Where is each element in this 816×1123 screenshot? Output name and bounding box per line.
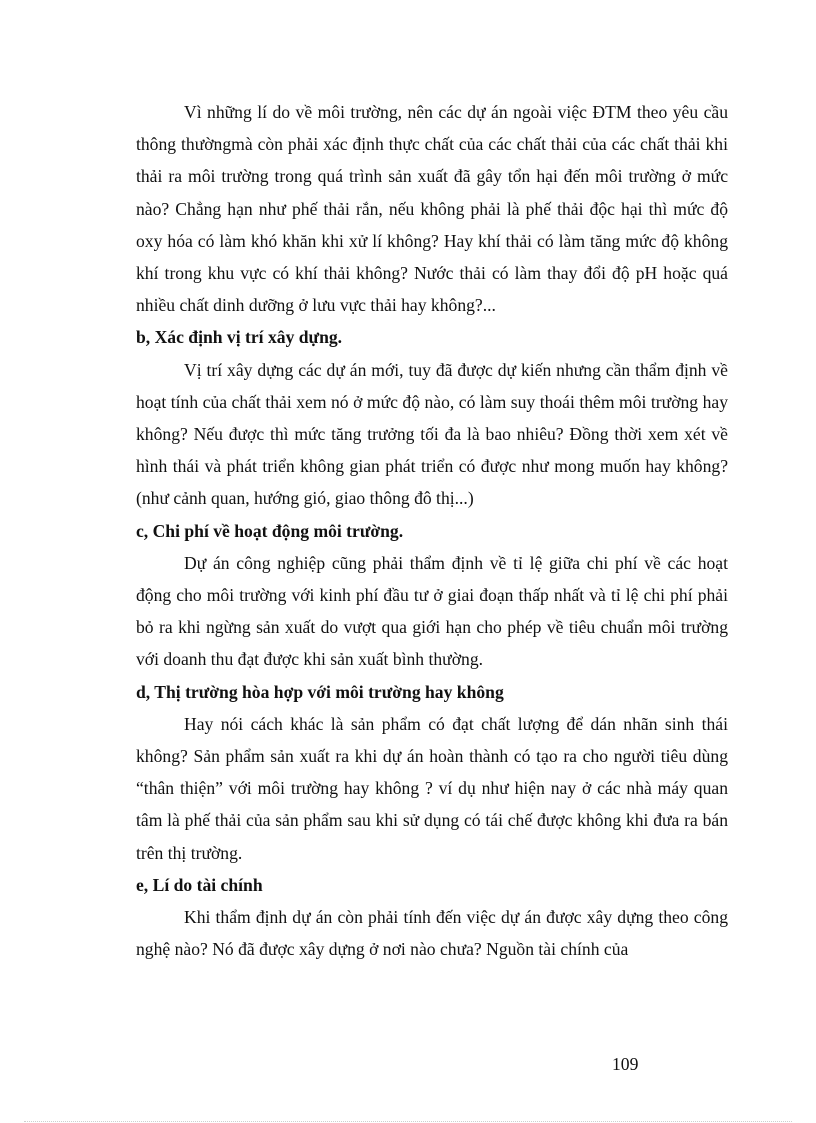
heading-financial-reasons: e, Lí do tài chính xyxy=(136,874,263,895)
page-body xyxy=(136,96,728,965)
paragraph-environmental-costs: Dự án công nghiệp cũng phải thẩm định về tỉ lệ giữa chi phí về các hoạt động cho môi trường với kinh phí đầu tư ở giai đoạn thấp nhất và tỉ lệ chi phí phải bỏ ra khi ngừng sản xuất do vượt qua giới hạn cho phép về tiêu chuẩn môi trường với doanh thu đạt được khi sản xuất bình thường. xyxy=(136,552,728,670)
paragraph-financial-reasons: Khi thẩm định dự án còn phải tính đến việc dự án được xây dựng theo công nghệ nào? Nó đã được xây dựng ở nơi nào chưa? Nguồn tài chính của xyxy=(136,907,728,960)
paragraph-construction-site: Vị trí xây dựng các dự án mới, tuy đã được dự kiến nhưng cần thẩm định về hoạt tính của chất thải xem nó ở mức độ nào, có làm suy thoái thêm môi trường hay không? Nếu được thì mức tăng trưởng tối đa là bao nhiêu? Đồng thời xem xét về hình thái và phát triển không gian phát triển có được như mong muốn hay không? (như cảnh quan, hướng gió, giao thông đô thị...) xyxy=(136,359,728,509)
paragraph-market-compatibility: Hay nói cách khác là sản phẩm có đạt chất lượng để dán nhãn sinh thái không? Sản phẩm sản xuất ra khi dự án hoàn thành có tạo ra cho người tiêu dùng “thân thiện” với môi trường hay không ? ví dụ như hiện nay ở các nhà máy quan tâm là phế thải của sản phẩm sau khi sử dụng có tái chế được không khi đưa ra bán trên thị trường. xyxy=(136,713,728,863)
page-number: 109 xyxy=(612,1054,639,1074)
heading-environmental-costs: c, Chi phí về hoạt động môi trường. xyxy=(136,520,404,541)
page-bottom-divider xyxy=(24,1121,792,1122)
heading-construction-site: b, Xác định vị trí xây dựng. xyxy=(136,327,343,348)
heading-market-compatibility: d, Thị trường hòa hợp với môi trường hay không xyxy=(136,681,504,702)
paragraph-environmental-reasons: Vì những lí do về môi trường, nên các dự án ngoài việc ĐTM theo yêu cầu thông thườngmà còn phải xác định thực chất của các chất thải của các chất thải khi thải ra môi trường trong quá trình sản xuất đã gây tổn hại đến môi trường ở mức nào? Chẳng hạn như phế thải rắn, nếu không phải là phế thải độc hại thì mức độ oxy hóa có làm khó khăn khi xử lí không? Hay khí thải có làm tăng mức độ không khí trong khu vực có khí thải không? Nước thải có làm thay đổi độ pH hoặc quá nhiều chất dinh dưỡng ở lưu vực thải hay không?... xyxy=(136,102,728,316)
